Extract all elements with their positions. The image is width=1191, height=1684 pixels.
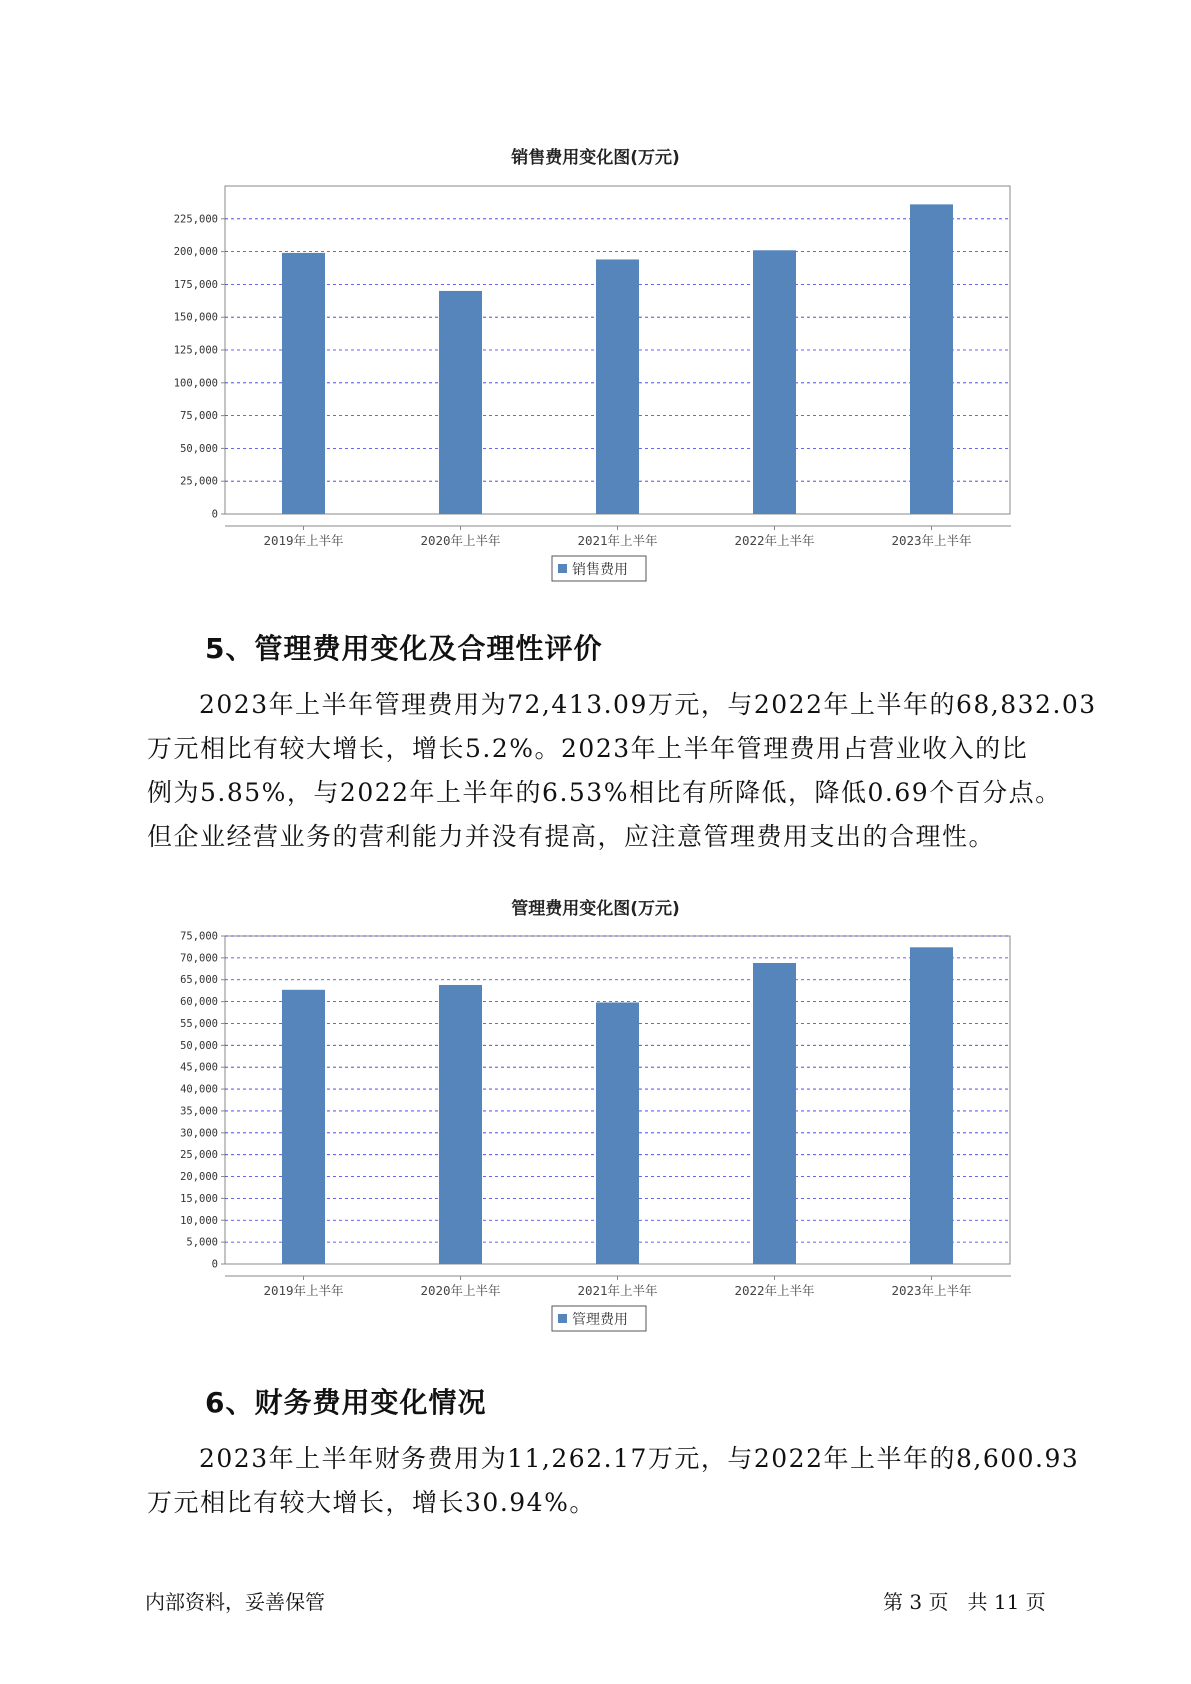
x-tick-label: 2022年上半年 <box>734 1283 815 1298</box>
y-tick-label: 50,000 <box>180 442 218 455</box>
bar <box>439 291 482 514</box>
legend-label: 管理费用 <box>572 1312 628 1328</box>
y-tick-label: 35,000 <box>180 1105 218 1118</box>
bar <box>753 250 796 514</box>
y-tick-label: 60,000 <box>180 996 218 1009</box>
section6-line: 2023年上半年财务费用为11,262.17万元，与2022年上半年的8,600.93 <box>199 1444 1080 1473</box>
y-tick-label: 75,000 <box>180 930 218 943</box>
bar <box>910 204 953 514</box>
section5-line: 万元相比有较大增长，增长5.2%。2023年上半年管理费用占营业收入的比 <box>147 734 1029 763</box>
bar <box>910 947 953 1264</box>
y-tick-label: 15,000 <box>180 1192 218 1205</box>
y-tick-label: 0 <box>211 508 218 521</box>
y-tick-label: 225,000 <box>173 213 218 226</box>
y-tick-label: 10,000 <box>180 1214 218 1227</box>
y-tick-label: 75,000 <box>180 410 218 423</box>
y-tick-label: 70,000 <box>180 952 218 965</box>
x-tick-label: 2019年上半年 <box>263 533 344 548</box>
section6-heading: 6、财务费用变化情况 <box>205 1386 487 1419</box>
section5-heading: 5、管理费用变化及合理性评价 <box>205 632 603 665</box>
section6-line: 万元相比有较大增长，增长30.94%。 <box>147 1488 596 1517</box>
y-tick-label: 45,000 <box>180 1061 218 1074</box>
section5-line: 但企业经营业务的营利能力并没有提高，应注意管理费用支出的合理性。 <box>147 822 996 851</box>
y-tick-label: 25,000 <box>180 1149 218 1162</box>
section6-paragraph <box>147 1437 1080 1525</box>
legend-label: 销售费用 <box>572 562 628 578</box>
y-tick-label: 25,000 <box>180 475 218 488</box>
y-tick-label: 5,000 <box>186 1236 218 1249</box>
x-tick-label: 2020年上半年 <box>420 1283 501 1298</box>
legend-swatch <box>558 564 567 573</box>
bar <box>596 259 639 514</box>
y-tick-label: 150,000 <box>173 311 218 324</box>
bar <box>282 253 325 514</box>
y-tick-label: 50,000 <box>180 1039 218 1052</box>
bar <box>282 990 325 1264</box>
chart2-title: 管理费用变化图(万元) <box>511 899 680 919</box>
section5-line: 例为5.85%，与2022年上半年的6.53%相比有所降低，降低0.69个百分点。 <box>147 778 1062 807</box>
y-tick-label: 200,000 <box>173 246 218 259</box>
y-tick-label: 65,000 <box>180 974 218 987</box>
x-tick-label: 2020年上半年 <box>420 533 501 548</box>
y-tick-label: 55,000 <box>180 1017 218 1030</box>
y-tick-label: 40,000 <box>180 1083 218 1096</box>
footer-left: 内部资料，妥善保管 <box>145 1590 325 1614</box>
x-tick-label: 2023年上半年 <box>891 533 972 548</box>
y-tick-label: 125,000 <box>173 344 218 357</box>
bar <box>596 1002 639 1264</box>
x-tick-label: 2022年上半年 <box>734 533 815 548</box>
bar <box>439 985 482 1264</box>
chart2-admin-expense <box>0 918 1191 1338</box>
section5-line: 2023年上半年管理费用为72,413.09万元，与2022年上半年的68,832.03 <box>199 690 1097 719</box>
x-tick-label: 2023年上半年 <box>891 1283 972 1298</box>
chart1-sales-expense <box>0 165 1191 585</box>
x-tick-label: 2019年上半年 <box>263 1283 344 1298</box>
y-tick-label: 30,000 <box>180 1127 218 1140</box>
section5-paragraph <box>147 683 1097 859</box>
legend-swatch <box>558 1314 567 1323</box>
y-tick-label: 175,000 <box>173 278 218 291</box>
bar <box>753 963 796 1264</box>
chart1-title: 销售费用变化图(万元) <box>511 148 680 168</box>
x-tick-label: 2021年上半年 <box>577 533 658 548</box>
x-tick-label: 2021年上半年 <box>577 1283 658 1298</box>
footer-page-number: 第 3 页 共 11 页 <box>883 1590 1046 1614</box>
y-tick-label: 100,000 <box>173 377 218 390</box>
y-tick-label: 20,000 <box>180 1171 218 1184</box>
y-tick-label: 0 <box>211 1258 218 1271</box>
